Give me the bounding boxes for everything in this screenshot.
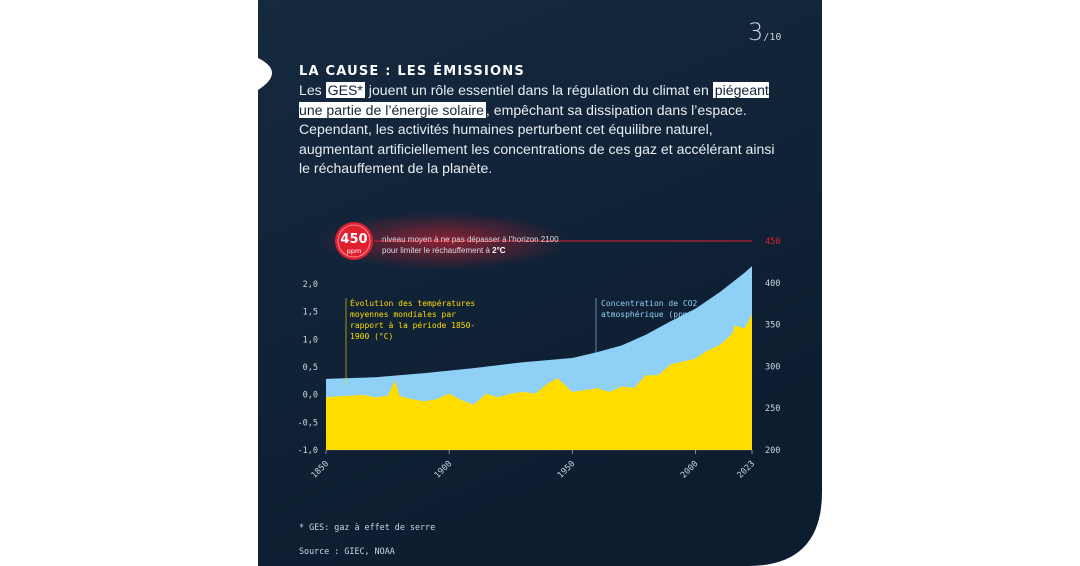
footnote: * GES: gaz à effet de serre bbox=[299, 522, 436, 532]
right-tick-label: 200 bbox=[765, 446, 781, 456]
right-tick-label: 350 bbox=[765, 320, 781, 331]
source-note: Source : GIEC, NOAA bbox=[299, 546, 395, 556]
x-tick-label: 2023 bbox=[735, 459, 758, 481]
threshold-caption-bold: 2°C bbox=[492, 246, 506, 255]
left-tick-label: -1,0 bbox=[297, 446, 318, 456]
intro-text-3: , empêchant sa dissipation dans l’espace. Cependant, les activités humaines perturbent cet équilibre naturel, augmentant artificiellement les concentrations de ces gaz et accélérant ainsi le réchauffement de la planète. bbox=[299, 101, 775, 177]
threshold-badge-value: 450 bbox=[340, 232, 368, 247]
x-tick-label: 1850 bbox=[309, 459, 332, 481]
right-tick-label: 300 bbox=[765, 362, 781, 373]
temperature-annotation: Évolution des températures moyennes mondiales par rapport à la période 1850-1900 (°C) bbox=[350, 299, 476, 341]
left-tick-label: 0,0 bbox=[302, 390, 318, 401]
page-indicator: 3/10 bbox=[748, 18, 782, 46]
left-tick-label: -0,5 bbox=[297, 418, 318, 429]
page-total: 10 bbox=[769, 32, 782, 43]
left-tick-label: 2,0 bbox=[302, 280, 318, 290]
left-tick-label: 1,5 bbox=[302, 307, 318, 318]
x-tick-label: 1950 bbox=[555, 459, 578, 481]
left-tick-label: 0,5 bbox=[302, 363, 318, 373]
right-tick-label: 250 bbox=[765, 404, 781, 415]
right-tick-label: 450 bbox=[765, 237, 781, 247]
section-heading: LA CAUSE : LES ÉMISSIONS bbox=[299, 64, 525, 79]
intro-paragraph bbox=[299, 81, 789, 179]
page-current: 3 bbox=[748, 18, 764, 46]
intro-text-1: Les bbox=[299, 82, 326, 98]
x-tick-label: 1900 bbox=[432, 459, 455, 481]
x-tick-label: 2000 bbox=[678, 459, 701, 481]
intro-text-2: jouent un rôle essentiel dans la régulation du climat en bbox=[364, 82, 713, 98]
intro-highlight-ges: GES* bbox=[327, 82, 363, 98]
left-tick-label: 1,0 bbox=[302, 335, 318, 346]
right-tick-label: 400 bbox=[765, 278, 781, 289]
threshold-caption-text: niveau moyen à ne pas dépasser à l’horizon 2100 pour limiter le réchauffement à bbox=[382, 235, 559, 255]
intro-highlight-energy: piégeant une partie de l’énergie solaire bbox=[299, 82, 769, 118]
threshold-badge-unit: ppm bbox=[346, 247, 362, 255]
co2-annotation: Concentration de CO2 atmosphérique (ppm) bbox=[601, 299, 698, 319]
threshold-caption bbox=[382, 234, 572, 256]
